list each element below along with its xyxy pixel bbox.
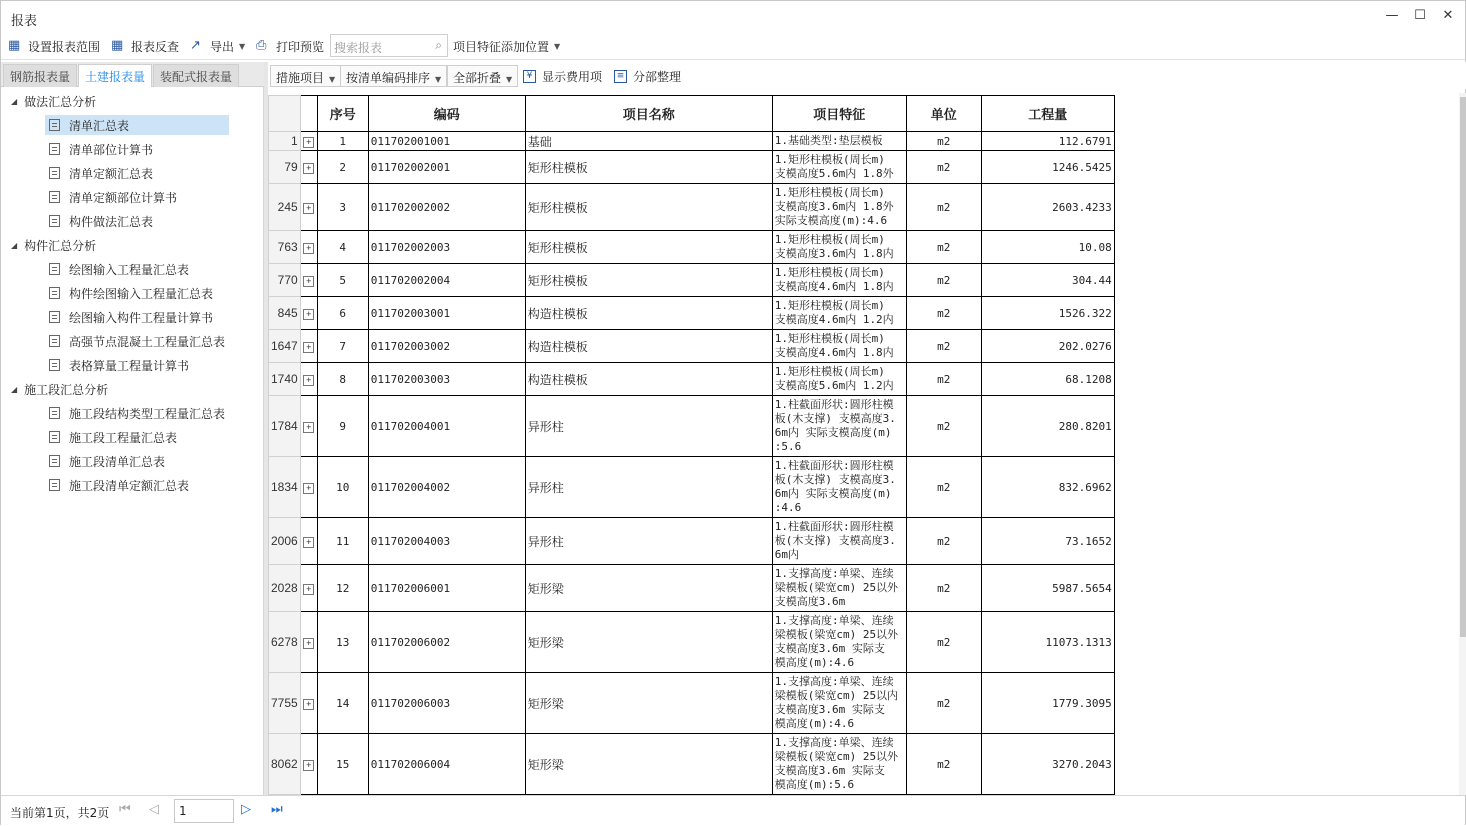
cell-name: 异形柱 [525, 457, 772, 518]
cell-unit: m2 [906, 363, 981, 396]
cell-code: 011702002004 [368, 264, 525, 297]
cell-unit: m2 [906, 457, 981, 518]
expand-toggle[interactable] [300, 330, 317, 363]
row-number: 1 [269, 132, 301, 151]
tree-item[interactable] [45, 475, 229, 495]
cell-seq: 8 [317, 363, 368, 396]
collapse-triangle-icon: ◢ [11, 96, 18, 106]
cell-quantity: 1779.3095 [981, 673, 1114, 734]
document-icon [49, 215, 60, 227]
cell-seq: 12 [317, 565, 368, 612]
cell-name: 构造柱模板 [525, 297, 772, 330]
cell-unit: m2 [906, 330, 981, 363]
tree-item[interactable] [45, 403, 229, 423]
expand-plus-icon[interactable]: + [303, 483, 314, 494]
expand-toggle[interactable] [300, 565, 317, 612]
cell-feature: 1.柱截面形状:圆形柱模 板(木支撑) 支模高度3. 6m内 [772, 518, 906, 565]
reverse-lookup-button[interactable] [111, 37, 179, 55]
tree-item[interactable] [45, 211, 229, 231]
tree-item-label: 清单汇总表 [69, 118, 130, 133]
cell-unit: m2 [906, 565, 981, 612]
header-quantity[interactable]: 工程量 [981, 96, 1114, 132]
expand-toggle[interactable] [300, 231, 317, 264]
status-bar [1, 795, 1465, 826]
tree-item-label: 清单部位计算书 [69, 142, 154, 157]
document-icon [49, 263, 60, 275]
row-number: 8062 [269, 734, 301, 795]
tree-item-label: 施工段工程量汇总表 [69, 430, 178, 445]
cell-code: 011702006003 [368, 673, 525, 734]
cell-seq: 6 [317, 297, 368, 330]
cell-quantity: 3270.2043 [981, 734, 1114, 795]
cell-name: 矩形梁 [525, 565, 772, 612]
cell-unit: m2 [906, 184, 981, 231]
title-bar [1, 1, 1465, 31]
table-row[interactable] [269, 457, 1115, 518]
row-number: 1647 [269, 330, 301, 363]
cell-unit: m2 [906, 231, 981, 264]
header-code[interactable]: 编码 [368, 96, 525, 132]
document-icon [49, 431, 60, 443]
tree-item[interactable] [45, 355, 229, 375]
tab-rebar[interactable]: 钢筋报表量 [3, 64, 77, 87]
cell-unit: m2 [906, 264, 981, 297]
cell-name: 矩形柱模板 [525, 184, 772, 231]
table-row[interactable] [269, 565, 1115, 612]
tree-item-label: 施工段结构类型工程量汇总表 [69, 406, 226, 421]
expand-plus-icon[interactable]: + [303, 276, 314, 287]
cell-quantity: 1526.322 [981, 297, 1114, 330]
expand-plus-icon[interactable]: + [303, 243, 314, 254]
cell-quantity: 11073.1313 [981, 612, 1114, 673]
expand-plus-icon[interactable]: + [303, 584, 314, 595]
expand-toggle[interactable] [300, 184, 317, 231]
cell-seq: 5 [317, 264, 368, 297]
tree-item-label: 绘图输入构件工程量计算书 [69, 310, 214, 325]
tree-item[interactable] [45, 307, 229, 327]
show-fee-items-label: 显示费用项 [542, 69, 603, 84]
cell-code: 011702003001 [368, 297, 525, 330]
expand-plus-icon[interactable]: + [303, 203, 314, 214]
tree-item-label: 构件绘图输入工程量汇总表 [69, 286, 214, 301]
collapse-triangle-icon: ◢ [11, 384, 18, 394]
cell-seq: 2 [317, 151, 368, 184]
cell-feature: 1.矩形柱模板(周长m) 支模高度5.6m内 1.2内 [772, 363, 906, 396]
cell-quantity: 73.1652 [981, 518, 1114, 565]
tree-item[interactable] [45, 259, 229, 279]
cell-seq: 9 [317, 396, 368, 457]
cell-unit: m2 [906, 673, 981, 734]
cell-feature: 1.矩形柱模板(周长m) 支模高度4.6m内 1.8内 [772, 330, 906, 363]
table-row[interactable] [269, 231, 1115, 264]
collapse-label: 全部折叠 [453, 71, 502, 85]
row-number: 1784 [269, 396, 301, 457]
cell-quantity: 10.08 [981, 231, 1114, 264]
scrollbar-thumb[interactable] [1460, 97, 1466, 637]
tree-group-method[interactable] [11, 91, 96, 111]
window-title: 报表 [11, 14, 38, 29]
sort-label: 按清单编码排序 [346, 71, 431, 85]
document-icon [49, 143, 60, 155]
table-row[interactable] [269, 612, 1115, 673]
table-row[interactable] [269, 396, 1115, 457]
export-label: 导出 [210, 39, 235, 54]
cell-code: 011702004003 [368, 518, 525, 565]
expand-toggle[interactable] [300, 518, 317, 565]
tab-prefab[interactable]: 装配式报表量 [153, 64, 239, 87]
report-toolbar [268, 62, 1466, 89]
prev-page-icon[interactable]: ◁ [149, 802, 159, 817]
cell-seq: 4 [317, 231, 368, 264]
tree-item-label: 高强节点混凝土工程量汇总表 [69, 334, 226, 349]
cell-unit: m2 [906, 518, 981, 565]
maximize-button[interactable]: ☐ [1414, 8, 1426, 23]
cell-name: 构造柱模板 [525, 363, 772, 396]
expand-toggle[interactable] [300, 297, 317, 330]
tree-item[interactable] [45, 139, 229, 159]
tree-item-label: 清单定额汇总表 [69, 166, 154, 181]
tree-item[interactable] [45, 451, 229, 471]
header-seq[interactable]: 序号 [317, 96, 368, 132]
table-row[interactable] [269, 264, 1115, 297]
cell-code: 011702004002 [368, 457, 525, 518]
print-preview-button[interactable] [256, 37, 324, 55]
expand-toggle[interactable] [300, 132, 317, 151]
tree-item-label: 表格算量工程量计算书 [69, 358, 190, 373]
reverse-lookup-label: 报表反查 [131, 39, 180, 54]
cell-unit: m2 [906, 297, 981, 330]
expand-plus-icon[interactable]: + [303, 422, 314, 433]
row-number: 79 [269, 151, 301, 184]
expand-plus-icon[interactable]: + [303, 137, 314, 148]
cell-name: 矩形梁 [525, 734, 772, 795]
cell-name: 矩形梁 [525, 612, 772, 673]
cell-code: 011702002001 [368, 151, 525, 184]
expand-toggle[interactable] [300, 734, 317, 795]
cell-unit: m2 [906, 612, 981, 673]
document-icon [49, 335, 60, 347]
cell-quantity: 68.1208 [981, 363, 1114, 396]
expand-plus-icon[interactable]: + [303, 342, 314, 353]
cell-quantity: 1246.5425 [981, 151, 1114, 184]
tree-group-stage[interactable] [11, 379, 108, 399]
report-tabs [1, 62, 264, 87]
cell-code: 011702003002 [368, 330, 525, 363]
section-organize-label: 分部整理 [633, 69, 682, 84]
table-row[interactable] [269, 673, 1115, 734]
cell-name: 基础 [525, 132, 772, 151]
document-icon [49, 359, 60, 371]
cell-code: 011702002002 [368, 184, 525, 231]
expand-toggle[interactable] [300, 396, 317, 457]
expand-plus-icon[interactable]: + [303, 760, 314, 771]
set-range-button[interactable] [8, 37, 100, 55]
row-number: 770 [269, 264, 301, 297]
table-row[interactable] [269, 363, 1115, 396]
export-icon: ↗ [190, 38, 201, 53]
expand-toggle[interactable] [300, 673, 317, 734]
row-number: 1740 [269, 363, 301, 396]
export-button[interactable] [190, 37, 245, 55]
expand-toggle[interactable] [300, 612, 317, 673]
header-unit[interactable]: 单位 [906, 96, 981, 132]
row-number: 845 [269, 297, 301, 330]
tree-group-label: 施工段汇总分析 [24, 382, 109, 397]
search-input[interactable] [330, 34, 448, 57]
expand-plus-icon[interactable]: + [303, 638, 314, 649]
expand-toggle[interactable] [300, 151, 317, 184]
cell-code: 011702006001 [368, 565, 525, 612]
expand-toggle[interactable] [300, 264, 317, 297]
tree-item-label: 构件做法汇总表 [69, 214, 154, 229]
tree-item[interactable] [45, 115, 229, 135]
report-table [268, 95, 1115, 795]
document-icon [49, 167, 60, 179]
first-page-icon[interactable]: ⏮ [119, 802, 131, 817]
document-icon [49, 287, 60, 299]
cell-quantity: 2603.4233 [981, 184, 1114, 231]
header-feature[interactable]: 项目特征 [772, 96, 906, 132]
search-placeholder: 搜索报表 [334, 41, 383, 55]
tree-item[interactable] [45, 163, 229, 183]
document-icon [49, 407, 60, 419]
cell-quantity: 112.6791 [981, 132, 1114, 151]
table-row[interactable] [269, 330, 1115, 363]
cell-name: 异形柱 [525, 396, 772, 457]
measure-items-dropdown[interactable] [270, 65, 341, 87]
chevron-down-icon: ▼ [239, 41, 246, 51]
yen-icon: ¥ [523, 70, 536, 83]
cell-unit: m2 [906, 132, 981, 151]
tree-item-label: 施工段清单汇总表 [69, 454, 166, 469]
tree-item[interactable] [45, 187, 229, 207]
expand-plus-icon[interactable]: + [303, 375, 314, 386]
cell-quantity: 202.0276 [981, 330, 1114, 363]
cell-name: 矩形柱模板 [525, 264, 772, 297]
set-range-label: 设置报表范围 [28, 39, 101, 54]
cell-seq: 15 [317, 734, 368, 795]
table-header-row [269, 96, 1115, 132]
expand-plus-icon[interactable]: + [303, 309, 314, 320]
table-row[interactable] [269, 151, 1115, 184]
document-icon [49, 191, 60, 203]
cell-name: 矩形柱模板 [525, 231, 772, 264]
cell-name: 矩形柱模板 [525, 151, 772, 184]
cell-unit: m2 [906, 151, 981, 184]
tree-group-label: 做法汇总分析 [24, 94, 97, 109]
row-number: 1834 [269, 457, 301, 518]
show-fee-items-button[interactable] [523, 67, 602, 85]
tree-item-label: 清单定额部位计算书 [69, 190, 178, 205]
print-preview-label: 打印预览 [276, 39, 325, 54]
tree-item-label: 施工段清单定额汇总表 [69, 478, 190, 493]
printer-icon: ⎙ [256, 38, 267, 53]
sort-dropdown[interactable] [340, 65, 447, 87]
table-row[interactable] [269, 184, 1115, 231]
chevron-down-icon: ▼ [554, 41, 561, 51]
cell-seq: 14 [317, 673, 368, 734]
cell-seq: 10 [317, 457, 368, 518]
cell-code: 011702003003 [368, 363, 525, 396]
table-row[interactable] [269, 297, 1115, 330]
vertical-scrollbar[interactable] [1459, 93, 1466, 795]
minimize-button[interactable]: — [1385, 8, 1399, 23]
expand-plus-icon[interactable]: + [303, 537, 314, 548]
collapse-triangle-icon: ◢ [11, 240, 18, 250]
cell-name: 异形柱 [525, 518, 772, 565]
organize-icon: ≡ [614, 70, 627, 83]
cell-unit: m2 [906, 734, 981, 795]
row-number-header [269, 96, 301, 132]
cell-seq: 7 [317, 330, 368, 363]
chevron-down-icon: ▼ [435, 75, 442, 84]
table-search-icon: ▦ [111, 38, 124, 53]
cell-feature: 1.矩形柱模板(周长m) 支模高度3.6m内 1.8外 实际支模高度(m):4.6 [772, 184, 906, 231]
chevron-down-icon: ▼ [329, 75, 336, 84]
expand-toggle[interactable] [300, 457, 317, 518]
chevron-down-icon: ▼ [506, 75, 513, 84]
tree-item[interactable] [45, 283, 229, 303]
report-tree [1, 87, 264, 795]
row-number: 763 [269, 231, 301, 264]
document-icon [49, 311, 60, 323]
next-page-icon[interactable]: ▷ [241, 802, 251, 817]
cell-feature: 1.矩形柱模板(周长m) 支模高度4.6m内 1.2内 [772, 297, 906, 330]
document-icon [49, 479, 60, 491]
cell-quantity: 832.6962 [981, 457, 1114, 518]
document-icon [49, 455, 60, 467]
row-number: 245 [269, 184, 301, 231]
cell-feature: 1.支撑高度:单梁、连续 梁模板(梁宽cm) 25以外 支模高度3.6m 实际支 模高度(m):5.6 [772, 734, 906, 795]
table-row[interactable] [269, 734, 1115, 795]
row-number: 7755 [269, 673, 301, 734]
table-row[interactable] [269, 518, 1115, 565]
cell-quantity: 304.44 [981, 264, 1114, 297]
toolbar [1, 32, 1465, 60]
cell-feature: 1.矩形柱模板(周长m) 支模高度5.6m内 1.8外 [772, 151, 906, 184]
search-icon[interactable]: ⌕ [435, 38, 442, 52]
cell-feature: 1.矩形柱模板(周长m) 支模高度4.6m内 1.8内 [772, 264, 906, 297]
cell-seq: 3 [317, 184, 368, 231]
row-number: 2006 [269, 518, 301, 565]
expand-toggle[interactable] [300, 363, 317, 396]
row-number: 6278 [269, 612, 301, 673]
cell-code: 011702001001 [368, 132, 525, 151]
cell-seq: 13 [317, 612, 368, 673]
header-name[interactable]: 项目名称 [525, 96, 772, 132]
cell-unit: m2 [906, 396, 981, 457]
cell-feature: 1.支撑高度:单梁、连续 梁模板(梁宽cm) 25以内 支模高度3.6m 实际支 模高度(m):4.6 [772, 673, 906, 734]
cell-feature: 1.基础类型:垫层模板 [772, 132, 906, 151]
report-grid [268, 93, 1459, 795]
page-number-input[interactable]: 1 [174, 799, 234, 823]
cell-code: 011702006004 [368, 734, 525, 795]
document-icon [49, 119, 60, 131]
close-button[interactable]: ✕ [1442, 8, 1454, 23]
cell-name: 矩形梁 [525, 673, 772, 734]
last-page-icon[interactable]: ⏭ [271, 802, 283, 817]
expand-column-header [300, 96, 317, 132]
cell-feature: 1.矩形柱模板(周长m) 支模高度3.6m内 1.8内 [772, 231, 906, 264]
expand-plus-icon[interactable]: + [303, 699, 314, 710]
cell-seq: 11 [317, 518, 368, 565]
cell-feature: 1.支撑高度:单梁、连续 梁模板(梁宽cm) 25以外 支模高度3.6m [772, 565, 906, 612]
cell-quantity: 280.8201 [981, 396, 1114, 457]
tree-group-label: 构件汇总分析 [24, 238, 97, 253]
cell-feature: 1.柱截面形状:圆形柱模 板(木支撑) 支模高度3. 6m内 实际支模高度(m) :4.6 [772, 457, 906, 518]
tree-group-component[interactable] [11, 235, 96, 255]
cell-name: 构造柱模板 [525, 330, 772, 363]
grid-icon: ▦ [8, 38, 21, 53]
page-info: 当前第1页，共2页 [10, 806, 110, 820]
cell-code: 011702002003 [368, 231, 525, 264]
tree-item[interactable] [45, 331, 229, 351]
expand-plus-icon[interactable]: + [303, 163, 314, 174]
cell-feature: 1.柱截面形状:圆形柱模 板(木支撑) 支模高度3. 6m内 实际支模高度(m) :5.6 [772, 396, 906, 457]
section-organize-button[interactable] [614, 67, 681, 85]
cell-feature: 1.支撑高度:单梁、连续 梁模板(梁宽cm) 25以外 支模高度3.6m 实际支 模高度(m):4.6 [772, 612, 906, 673]
feature-position-label: 项目特征添加位置 [453, 39, 550, 54]
tree-item-label: 绘图输入工程量汇总表 [69, 262, 190, 277]
tree-item[interactable] [45, 427, 229, 447]
cell-seq: 1 [317, 132, 368, 151]
tab-civil[interactable]: 土建报表量 [78, 64, 152, 88]
feature-position-dropdown[interactable] [453, 37, 560, 55]
collapse-dropdown[interactable] [447, 65, 518, 87]
cell-code: 011702006002 [368, 612, 525, 673]
measure-items-label: 措施项目 [276, 71, 325, 85]
row-number: 2028 [269, 565, 301, 612]
cell-quantity: 5987.5654 [981, 565, 1114, 612]
cell-code: 011702004001 [368, 396, 525, 457]
table-row[interactable] [269, 132, 1115, 151]
